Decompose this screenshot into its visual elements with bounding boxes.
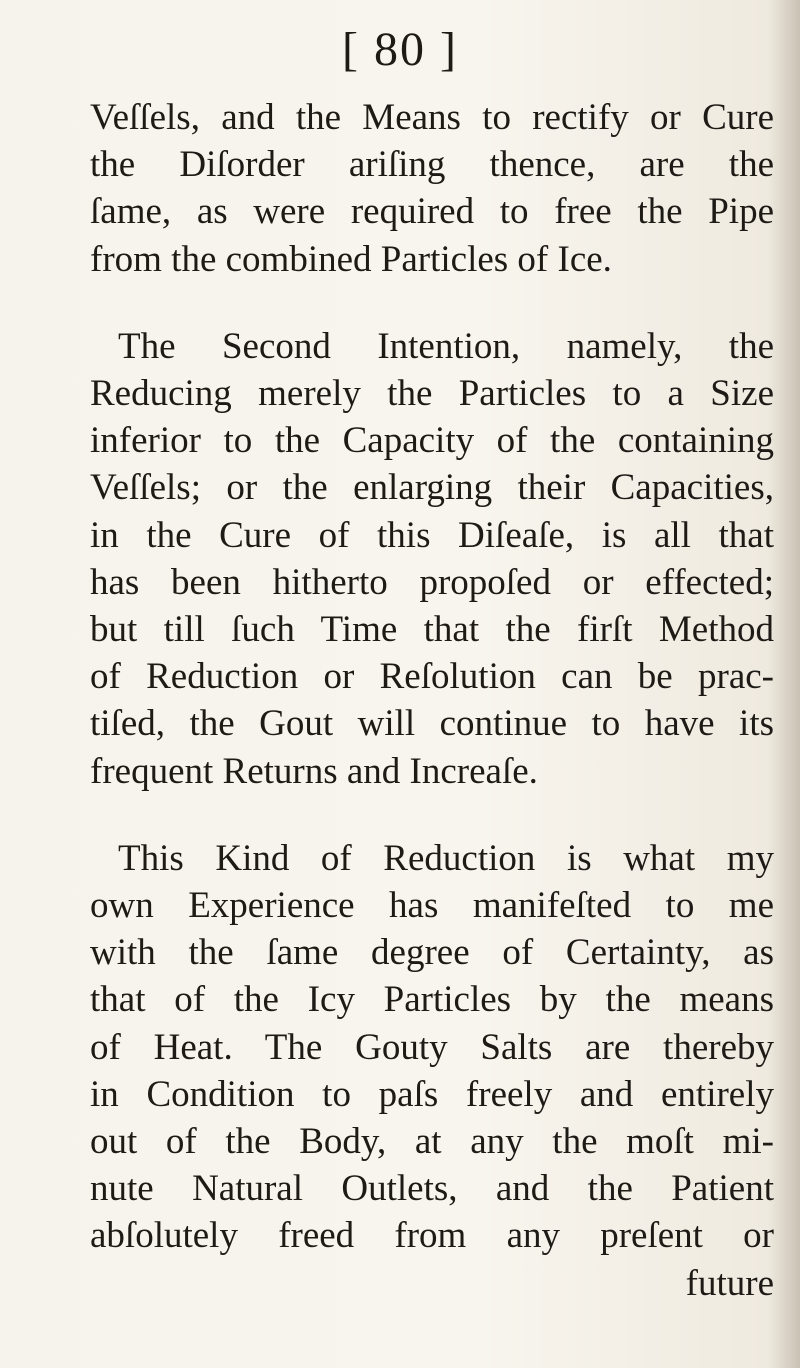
text-line: abſolutely freed from any preſent or bbox=[90, 1215, 774, 1257]
text-line: has been hitherto propoſed or effected; bbox=[90, 561, 774, 603]
text-line: The Second Intention, namely, the bbox=[118, 325, 774, 367]
text-line: own Experience has manifeſted to me bbox=[90, 885, 774, 927]
text-line: in Condition to paſs freely and entirely bbox=[90, 1073, 774, 1115]
text-line: but till ſuch Time that the firſt Method bbox=[90, 609, 774, 651]
text-line: Reducing merely the Particles to a Size bbox=[90, 373, 774, 415]
text-line: Veſſels, and the Means to rectify or Cure bbox=[90, 97, 774, 138]
text-line: with the ſame degree of Certainty, as bbox=[90, 932, 774, 974]
text-line: Veſſels; or the enlarging their Capacities, bbox=[90, 467, 774, 509]
text-line: the Diſorder ariſing thence, are the bbox=[90, 144, 774, 186]
text-line: nute Natural Outlets, and the Patient bbox=[90, 1168, 774, 1210]
text-line: of Reduction or Reſolution can be prac- bbox=[90, 656, 774, 698]
text-line: of Heat. The Gouty Salts are thereby bbox=[90, 1026, 774, 1068]
text-line: out of the Body, at any the moſt mi- bbox=[90, 1121, 774, 1163]
text-line: inferior to the Capacity of the containing bbox=[90, 420, 774, 462]
text-line: frequent Returns and Increaſe. bbox=[90, 750, 538, 792]
text-line: ſame, as were required to free the Pipe bbox=[90, 191, 774, 233]
text-line: in the Cure of this Diſeaſe, is all that bbox=[90, 514, 774, 556]
body-text bbox=[90, 94, 774, 1307]
catchword: future bbox=[685, 1262, 774, 1304]
page-number: [ 80 ] bbox=[342, 23, 458, 76]
text-line: from the combined Particles of Ice. bbox=[90, 238, 612, 280]
text-line: tiſed, the Gout will continue to have its bbox=[90, 703, 774, 745]
text-line: that of the Icy Particles by the means bbox=[90, 979, 774, 1021]
text-line: This Kind of Reduction is what my bbox=[118, 837, 774, 879]
